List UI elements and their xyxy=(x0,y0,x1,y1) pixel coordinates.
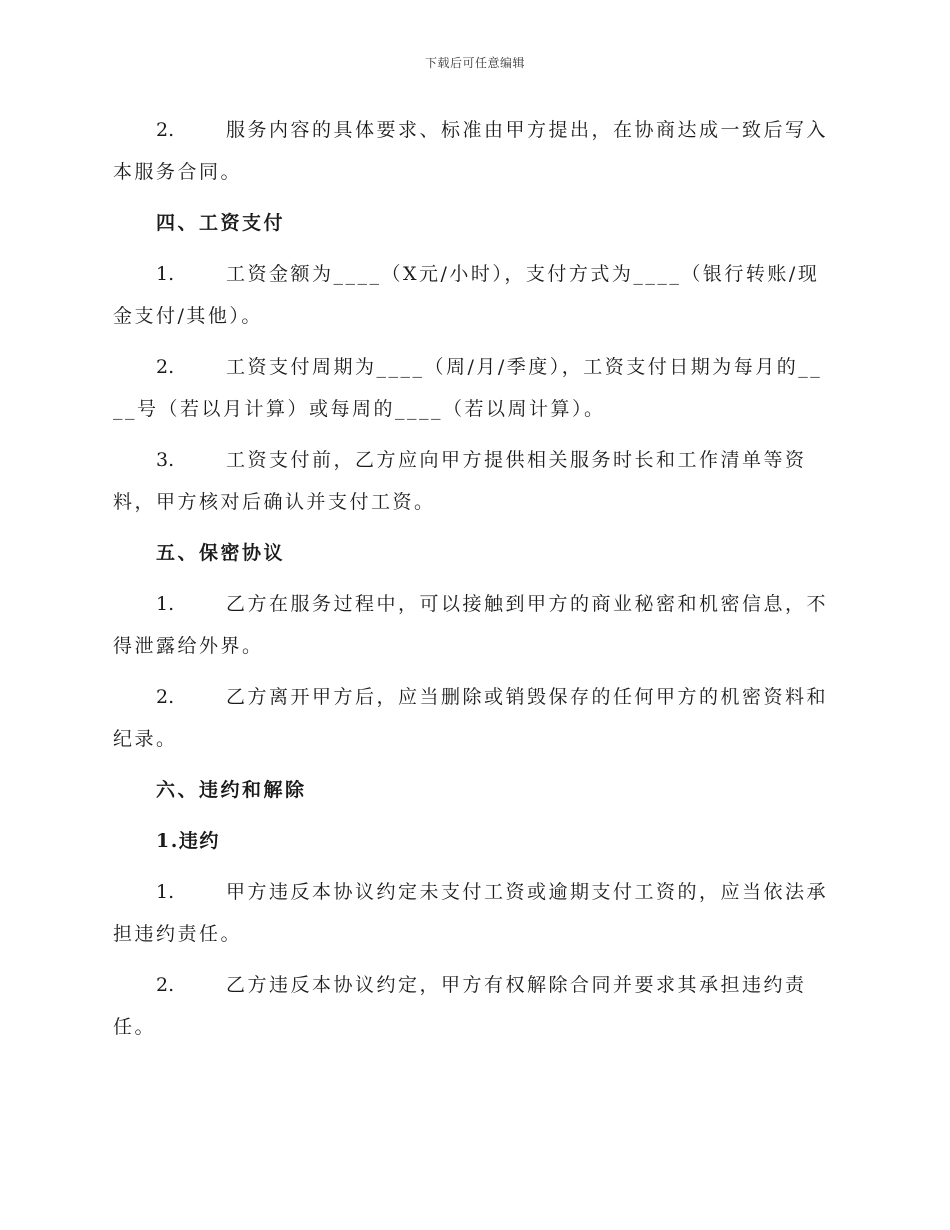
paragraph-number: 1. xyxy=(156,263,175,285)
paragraph-text: 工资支付周期为____（周/月/季度），工资支付日期为每月的____号（若以月计算）或每周的____（若以周计算）。 xyxy=(113,356,823,420)
document-body xyxy=(113,109,833,1057)
section-heading-breach-termination: 六、违约和解除 xyxy=(156,779,307,801)
section-heading-confidentiality: 五、保密协议 xyxy=(156,542,286,564)
paragraph-number: 2. xyxy=(156,686,175,708)
paragraph-number: 1. xyxy=(156,593,175,615)
paragraph-text: 服务内容的具体要求、标准由甲方提出，在协商达成一致后写入本服务合同。 xyxy=(113,119,829,183)
paragraph-delete-records xyxy=(113,676,833,760)
paragraph-wage-verification xyxy=(113,439,833,523)
paragraph-number: 2. xyxy=(156,356,175,378)
paragraph-wage-cycle xyxy=(113,346,833,430)
paragraph-number: 2. xyxy=(156,974,175,996)
subsection-heading-breach: 1.违约 xyxy=(156,830,220,852)
paragraph-text: 甲方违反本协议约定未支付工资或逾期支付工资的，应当依法承担违约责任。 xyxy=(113,881,829,945)
paragraph-wage-amount xyxy=(113,253,833,337)
paragraph-party-b-breach xyxy=(113,964,833,1048)
page-header-note: 下载后可任意编辑 xyxy=(424,56,525,70)
paragraph-text: 工资支付前，乙方应向甲方提供相关服务时长和工作清单等资料，甲方核对后确认并支付工资。 xyxy=(113,449,807,513)
paragraph-text: 乙方离开甲方后，应当删除或销毁保存的任何甲方的机密资料和纪录。 xyxy=(113,686,829,750)
paragraph-text: 乙方违反本协议约定，甲方有权解除合同并要求其承担违约责任。 xyxy=(113,974,807,1038)
section-heading-wage-payment: 四、工资支付 xyxy=(156,212,286,234)
paragraph-party-a-breach xyxy=(113,871,833,955)
paragraph-number: 2. xyxy=(156,119,175,141)
paragraph-service-content-requirements xyxy=(113,109,833,193)
paragraph-number: 1. xyxy=(156,881,175,903)
paragraph-number: 3. xyxy=(156,449,175,471)
paragraph-text: 乙方在服务过程中，可以接触到甲方的商业秘密和机密信息，不得泄露给外界。 xyxy=(113,593,829,657)
paragraph-text: 工资金额为____（X元/小时），支付方式为____（银行转账/现金支付/其他）。 xyxy=(113,263,820,327)
paragraph-confidential-info xyxy=(113,583,833,667)
